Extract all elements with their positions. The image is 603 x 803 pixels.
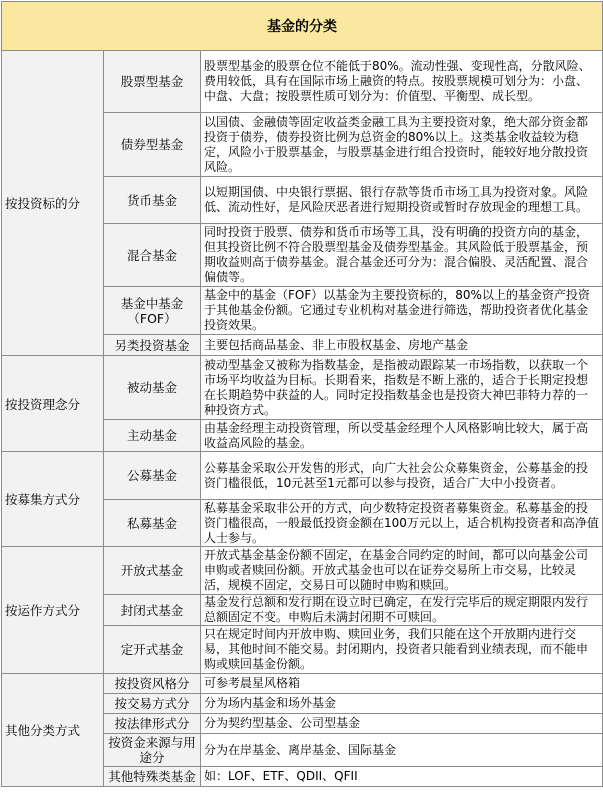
- table-row: [2, 547, 603, 595]
- table-row: [2, 674, 603, 694]
- description-cell: 如：LOF、ETF、QDII、QFII: [201, 767, 603, 787]
- description-cell: 私募基金采取非公开的方式，向少数特定投资者募集资金。私募基金的投资门槛很高，一般最低投资金额在100万元以上，适合机构投资者和高净值人士参与。: [201, 500, 603, 547]
- description-cell: 分为契约型基金、公司型基金: [201, 714, 603, 734]
- description-cell: 公募基金采取公开发售的形式，向广大社会公众募集资金，公募基金的投资门槛很低，10元甚至1元都可以参与投资，适合广大中小投资者。: [201, 452, 603, 500]
- description-cell: 由基金经理主动投资管理，所以受基金经理个人风格影响比较大，属于高收益高风险的基金。: [201, 420, 603, 452]
- category-cell: 其他分类方式: [2, 674, 104, 787]
- title-row: [2, 2, 603, 51]
- subcategory-cell: 另类投资基金: [104, 335, 201, 356]
- subcategory-cell: 按资金来源与用途分: [104, 734, 201, 767]
- subcategory-cell: 定开式基金: [104, 626, 201, 674]
- description-cell: 分为在岸基金、离岸基金、国际基金: [201, 734, 603, 767]
- subcategory-cell: 封闭式基金: [104, 595, 201, 626]
- description-cell: 基金发行总额和发行期在设立时已确定，在发行完毕后的规定期限内发行总额固定不变。申购后未满封闭期不可赎回。: [201, 595, 603, 626]
- subcategory-cell: 按法律形式分: [104, 714, 201, 734]
- subcategory-cell: 货币基金: [104, 177, 201, 224]
- description-cell: 开放式基金基金份额不固定，在基金合同约定的时间，都可以向基金公司申购或者赎回份额。开放式基金也可以在证券交易所上市交易，比较灵活，规模不固定，交易日可以随时申购和赎回。: [201, 547, 603, 595]
- subcategory-cell: 公募基金: [104, 452, 201, 500]
- subcategory-cell: 股票型基金: [104, 51, 201, 113]
- description-cell: 以国债、金融债等固定收益类金融工具为主要投资对象，绝大部分资金都投资于债券，债券投资比例为总资金的80%以上。这类基金收益较为稳定，风险小于股票基金，与股票基金进行组合投资时，能较好地分散投资风险。: [201, 113, 603, 177]
- description-cell: 以短期国债、中央银行票据、银行存款等货币市场工具为投资对象。风险低、流动性好，是风险厌恶者进行短期投资或暂时存放现金的理想工具。: [201, 177, 603, 224]
- table-row: [2, 452, 603, 500]
- category-cell: 按投资标的分: [2, 51, 104, 356]
- subcategory-cell: 私募基金: [104, 500, 201, 547]
- subcategory-cell: 债券型基金: [104, 113, 201, 177]
- subcategory-cell: 按投资风格分: [104, 674, 201, 694]
- category-cell: 按运作方式分: [2, 547, 104, 674]
- description-cell: 主要包括商品基金、非上市股权基金、房地产基金: [201, 335, 603, 356]
- description-cell: 基金中的基金（FOF）以基金为主要投资标的，80%以上的基金资产投资于其他基金份额。它通过专业机构对基金进行筛选，帮助投资者优化基金投资效果。: [201, 287, 603, 335]
- subcategory-cell: 开放式基金: [104, 547, 201, 595]
- table-row: [2, 51, 603, 113]
- subcategory-cell: 基金中基金（FOF）: [104, 287, 201, 335]
- description-cell: 股票型基金的股票仓位不能低于80%。流动性强、变现性高，分散风险、费用较低，具有在国际市场上融资的特点。按股票规模可划分为：小盘、中盘、大盘；按股票性质可划分为：价值型、平衡型、成长型。: [201, 51, 603, 113]
- description-cell: 分为场内基金和场外基金: [201, 694, 603, 714]
- description-cell: 同时投资于股票、债券和货币市场等工具，没有明确的投资方向的基金，但其投资比例不符合股票型基金及债券型基金。其风险低于股票基金，预期收益则高于债券基金。混合基金还可分为：混合偏股、灵活配置、混合偏债等。: [201, 224, 603, 287]
- description-cell: 可参考晨星风格箱: [201, 674, 603, 694]
- table-row: [2, 356, 603, 420]
- subcategory-cell: 主动基金: [104, 420, 201, 452]
- category-cell: 按投资理念分: [2, 356, 104, 452]
- subcategory-cell: 按交易方式分: [104, 694, 201, 714]
- description-cell: 只在规定时间内开放申购、赎回业务，我们只能在这个开放期内进行交易，其他时间不能交易。封闭期内，投资者只能看到业绩表现，而不能申购或赎回基金份额。: [201, 626, 603, 674]
- fund-classification-table: [1, 1, 603, 787]
- table-title: 基金的分类: [2, 2, 603, 51]
- subcategory-cell: 其他特殊类基金: [104, 767, 201, 787]
- category-cell: 按募集方式分: [2, 452, 104, 547]
- description-cell: 被动型基金又被称为指数基金，是指被动跟踪某一市场指数，以获取一个市场平均收益为目标。长期看来，指数是不断上涨的，适合于长期定投想在长期趋势中获益的人。同时定投指数基金也是投资大神巴菲特力荐的一种投资方式。: [201, 356, 603, 420]
- subcategory-cell: 被动基金: [104, 356, 201, 420]
- table-body: [2, 2, 603, 787]
- subcategory-cell: 混合基金: [104, 224, 201, 287]
